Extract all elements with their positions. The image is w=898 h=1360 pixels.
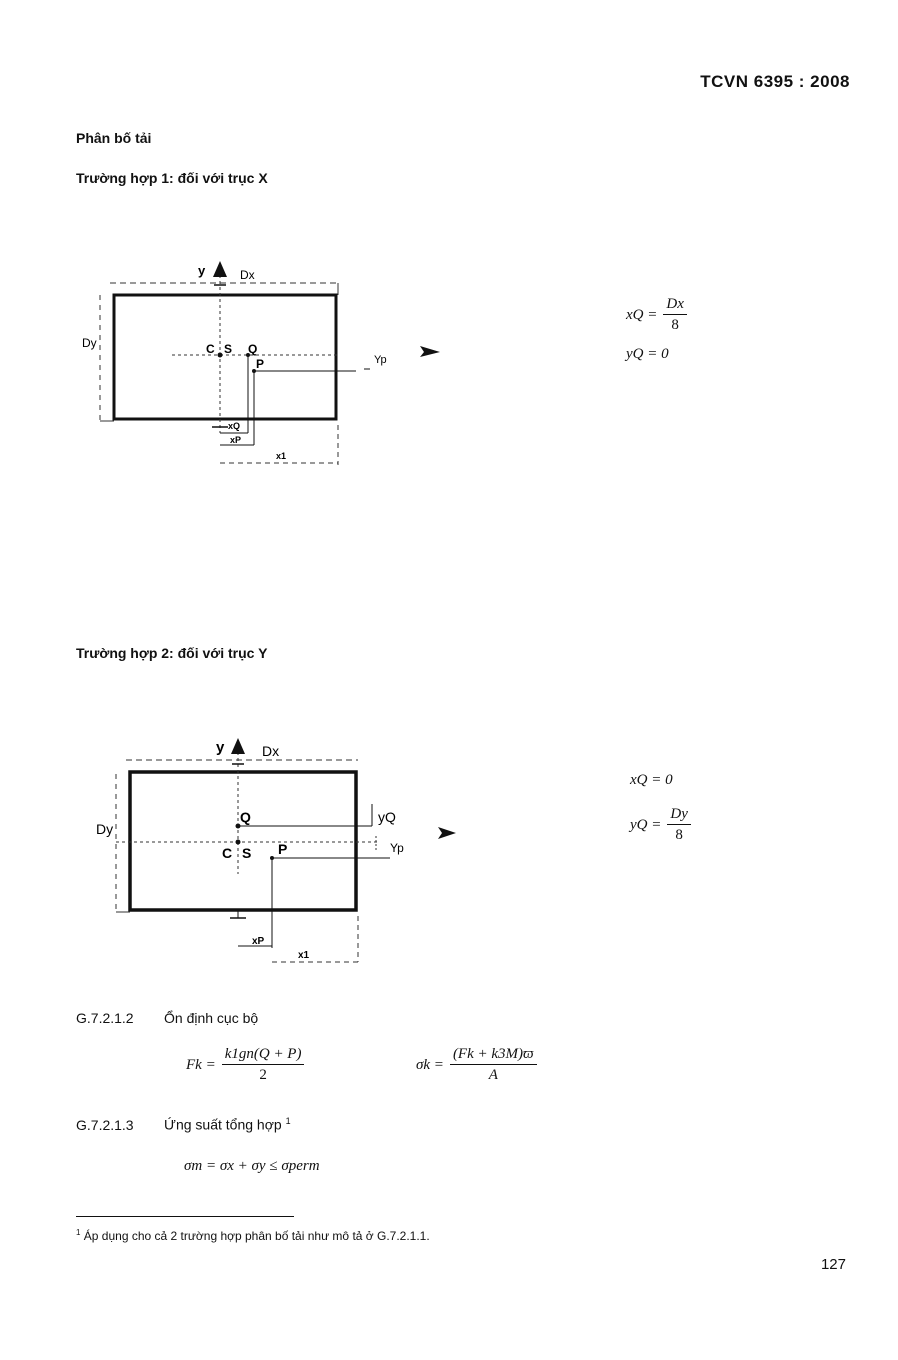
section-g7212-heading xyxy=(76,1010,258,1026)
document-standard-header: TCVN 6395 : 2008 xyxy=(700,72,850,91)
section-number: G.7.2.1.2 xyxy=(76,1010,134,1026)
formula-fk: Fk = $\frac{k1gn(Q + P)}{2}$ xyxy=(186,1046,304,1084)
dy-label: Dy xyxy=(96,821,114,837)
s-label: S xyxy=(224,342,233,356)
case2-title: Trường hợp 2: đối với trục Y xyxy=(76,645,268,661)
section-title: Phân bố tải xyxy=(76,130,152,146)
formula-sigma-k: σk = $\frac{(Fk + k3M)ϖ}{A}$ xyxy=(416,1046,537,1084)
p-label: P xyxy=(256,357,265,371)
y-axis-arrow-icon xyxy=(213,261,227,277)
case1-formula-yq: yQ = 0 xyxy=(626,346,669,362)
y-axis-arrow-icon xyxy=(231,738,245,754)
c-label: C xyxy=(222,845,233,861)
yq-label: yQ xyxy=(378,809,396,825)
section-g7213-heading xyxy=(76,1116,291,1133)
case2-formula-yq: yQ = $\frac{Dy}{8}$ xyxy=(630,806,691,844)
footnote-mark: 1 xyxy=(76,1228,81,1237)
y-label: y xyxy=(198,263,206,278)
arrow-right-icon xyxy=(420,346,440,357)
s-label: S xyxy=(242,845,252,861)
yp-label: Yp xyxy=(374,354,387,366)
footnote-divider xyxy=(76,1216,294,1217)
c-label: C xyxy=(206,342,215,356)
dx-label: Dx xyxy=(240,268,255,282)
yp-label: Yp xyxy=(390,841,404,855)
footnote-text: Áp dụng cho cả 2 trường hợp phân bố tải như mô tả ở G.7.2.1.1. xyxy=(83,1229,430,1243)
p-label: P xyxy=(278,841,288,857)
section-heading-text: Ổn định cục bộ xyxy=(164,1010,259,1026)
dy-label: Dy xyxy=(82,336,97,350)
arrow-right-icon xyxy=(438,827,456,839)
case2-diagram xyxy=(90,728,470,968)
section-heading-text: Ứng suất tổng hợp xyxy=(164,1116,282,1133)
xq-label: xQ xyxy=(228,421,241,431)
x1-label: x1 xyxy=(298,950,310,961)
y-label: y xyxy=(216,739,225,756)
x1-label: x1 xyxy=(276,451,287,461)
dx-label: Dx xyxy=(262,743,280,759)
q-label: Q xyxy=(248,342,258,356)
q-label: Q xyxy=(240,809,251,825)
xp-label: xP xyxy=(252,936,265,947)
section-number: G.7.2.1.3 xyxy=(76,1116,134,1133)
footnote-reference: 1 xyxy=(285,1116,291,1126)
case1-formula-xq: xQ = $\frac{Dx}{8}$ xyxy=(626,296,687,334)
case1-title: Trường hợp 1: đối với trục X xyxy=(76,170,268,186)
case1-diagram xyxy=(80,255,450,480)
footnote xyxy=(76,1228,430,1243)
page-number: 127 xyxy=(820,1256,846,1273)
case2-formula-xq: xQ = 0 xyxy=(630,772,673,788)
xp-label: xP xyxy=(230,435,242,445)
formula-sigma-m: σm = σx + σy ≤ σperm xyxy=(184,1158,320,1174)
